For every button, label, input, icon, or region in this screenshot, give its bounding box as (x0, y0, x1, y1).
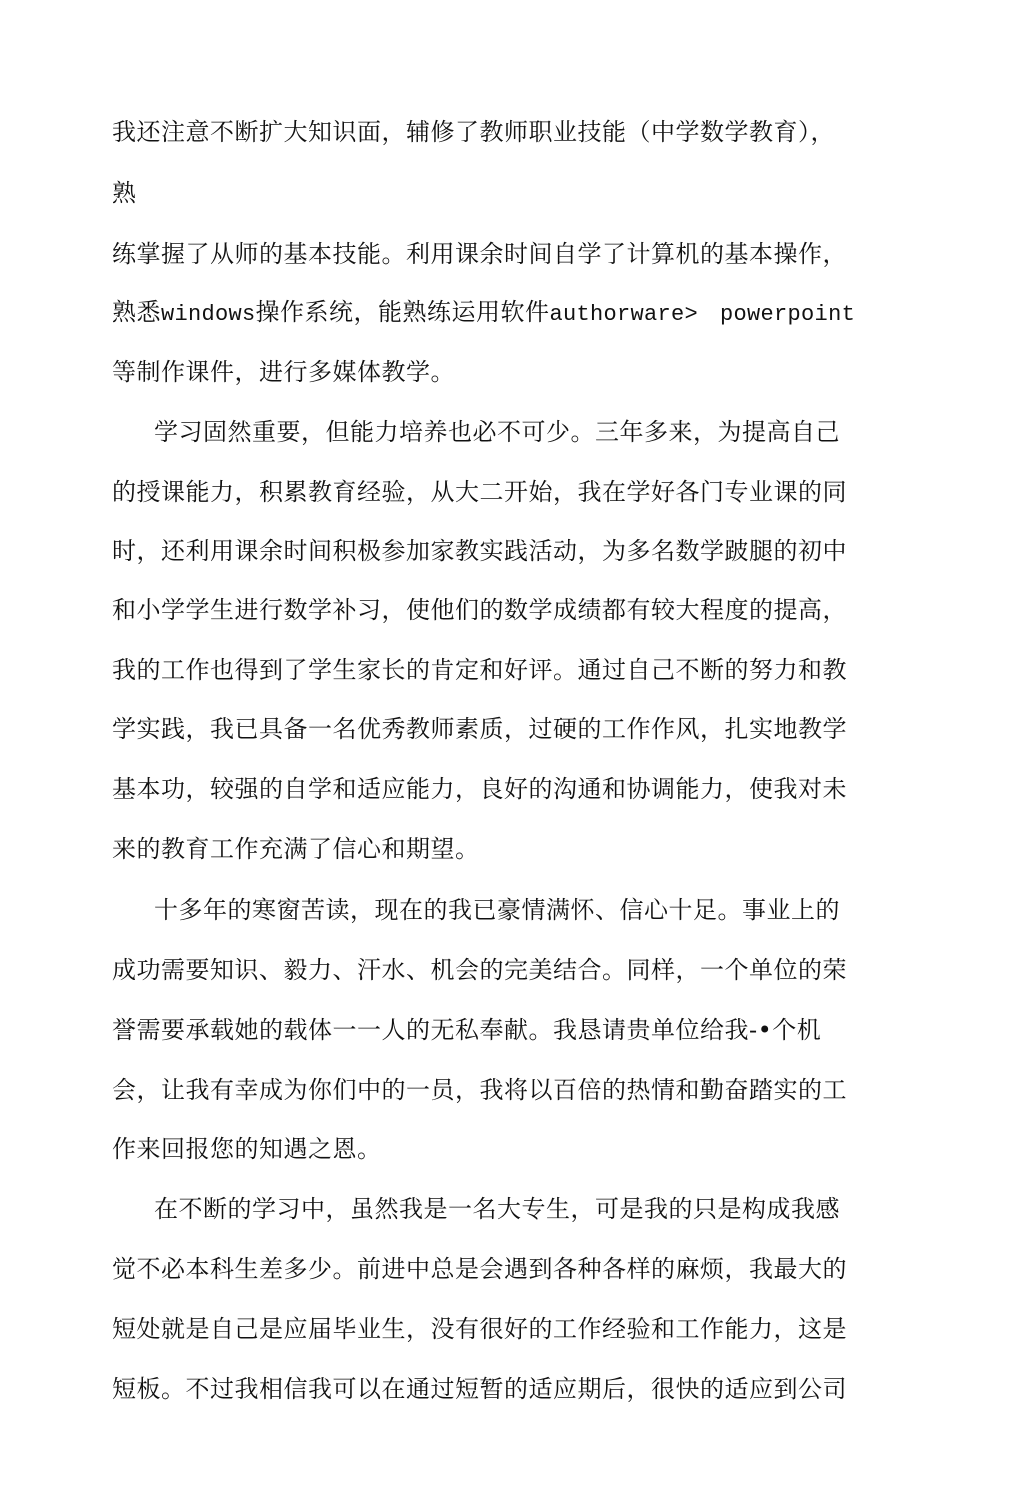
text-line: 会，让我有幸成为你们中的一员，我将以百倍的热情和勤奋踏实的工 (112, 1076, 847, 1104)
text-line: 等制作课件，进行多媒体教学。 (112, 358, 455, 386)
text-line: 和小学学生进行数学补习，使他们的数学成绩都有较大程度的提高， (112, 596, 847, 624)
software-name: authorware> (549, 302, 699, 327)
text-line: 练掌握了从师的基本技能。利用课余时间自学了计算机的基本操作， (112, 240, 847, 268)
paragraph-first-line: 十多年的寒窗苦读，现在的我已豪情满怀、信心十足。事业上的 (154, 896, 840, 924)
text-line: 誉需要承载她的载体一一人的无私奉献。我恳请贵单位给我-•个机 (112, 1016, 822, 1044)
paragraph-first-line: 在不断的学习中，虽然我是一名大专生，可是我的只是构成我感 (154, 1195, 840, 1223)
paragraph-first-line: 学习固然重要，但能力培养也必不可少。三年多来，为提高自己 (154, 418, 840, 446)
text-line: 短板。不过我相信我可以在通过短暂的适应期后，很快的适应到公司 (112, 1375, 847, 1403)
text-span: 熟悉 (112, 298, 161, 326)
text-line: 来的教育工作充满了信心和期望。 (112, 835, 480, 863)
text-line: 熟 (112, 179, 137, 207)
text-line: 成功需要知识、毅力、汗水、机会的完美结合。同样，一个单位的荣 (112, 956, 847, 984)
text-line-mixed (112, 296, 855, 331)
text-line: 基本功，较强的自学和适应能力，良好的沟通和协调能力，使我对未 (112, 775, 847, 803)
text-line: 我的工作也得到了学生家长的肯定和好评。通过自己不断的努力和教 (112, 656, 847, 684)
text-span: 操作系统，能熟练运用软件 (255, 298, 550, 326)
text-line: 学实践，我已具备一名优秀教师素质，过硬的工作作风，扎实地教学 (112, 715, 847, 743)
text-line: 时，还利用课余时间积极参加家教实践活动，为多名数学跛腿的初中 (112, 537, 847, 565)
text-line: 我还注意不断扩大知识面，辅修了教师职业技能（中学数学教育）， (112, 118, 835, 146)
text-line: 作来回报您的知遇之恩。 (112, 1135, 382, 1163)
software-name: powerpoint (720, 302, 856, 327)
software-name: windows (161, 302, 256, 327)
text-line: 的授课能力，积累教育经验，从大二开始，我在学好各门专业课的同 (112, 478, 847, 506)
text-line: 短处就是自己是应届毕业生，没有很好的工作经验和工作能力，这是 (112, 1315, 847, 1343)
text-line: 觉不必本科生差多少。前进中总是会遇到各种各样的麻烦，我最大的 (112, 1255, 847, 1283)
